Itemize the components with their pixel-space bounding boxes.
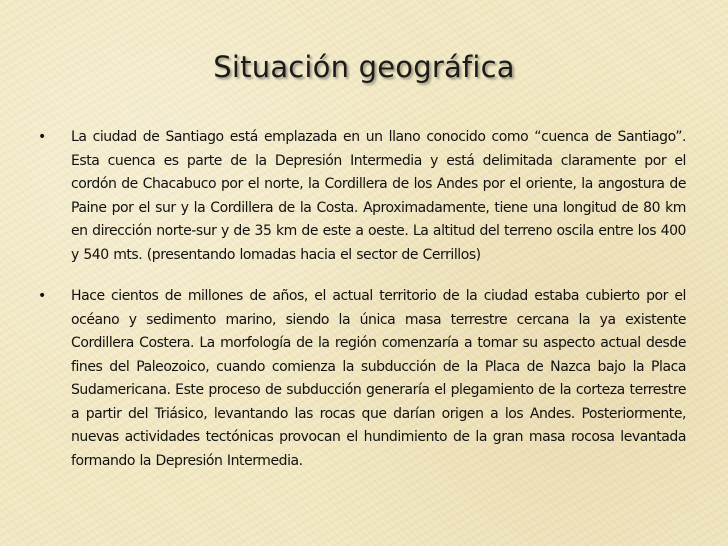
bullet-dot-icon: •	[38, 288, 46, 304]
slide-title: Situación geográfica	[213, 50, 515, 84]
bullet-text-1: La ciudad de Santiago está emplazada en un llano conocido como “cuenca de Santiago”. Esta cuenca es parte de la Depresión Intermedia y está delimitada claramente por el cordón de Chacabuco por el norte, la Cordillera de los Andes por el oriente, la angostura de Paine por el sur y la Cordillera de la Costa. Aproximadamente, tiene una longitud de 80 km en dirección norte-sur y de 35 km de este a oeste. La altitud del terreno oscila entre los 400 y 540 mts. (presentando lomadas hacia el sector de Cerrillos)	[71, 129, 686, 263]
bullet-dot-icon: •	[38, 129, 46, 145]
bullet-list	[38, 126, 686, 473]
bullet-item-1	[38, 126, 686, 267]
bullet-text-2: Hace cientos de millones de años, el actual territorio de la ciudad estaba cubierto por el océano y sedimento marino, siendo la única masa terrestre cercana la ya existente Cordillera Costera. La morfología de la región comenzaría a tomar su aspecto actual desde fines del Paleozoico, cuando comienza la subducción de la Placa de Nazca bajo la Placa Sudamericana. Este proceso de subducción generaría el plegamiento de la corteza terrestre a partir del Triásico, levantando las rocas que darían origen a los Andes. Posteriormente, nuevas actividades tectónicas provocan el hundimiento de la gran masa rocosa levantada formando la Depresión Intermedia.	[71, 288, 686, 469]
bullet-item-2	[38, 285, 686, 473]
